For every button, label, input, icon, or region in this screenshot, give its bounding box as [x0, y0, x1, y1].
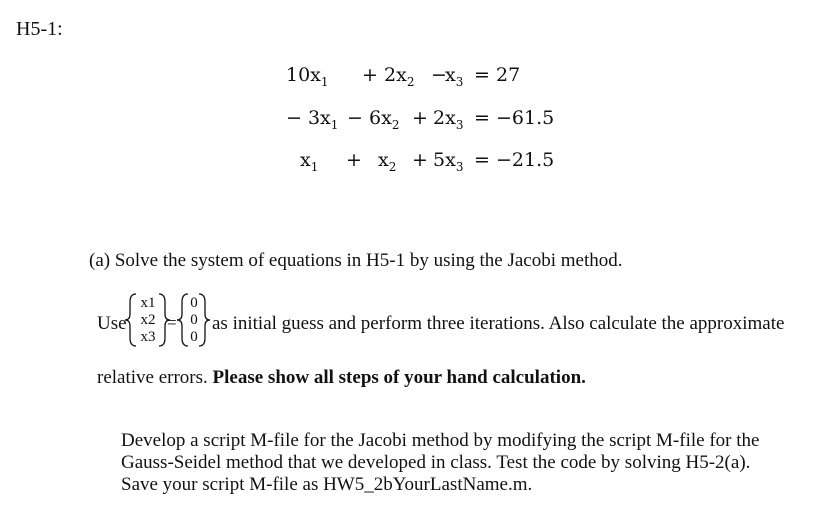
- eq1-equals: =: [474, 64, 490, 86]
- eq1-op1: +: [362, 64, 378, 86]
- eq3-equals: =: [474, 149, 490, 171]
- eq3-term2: $x_2$: [378, 149, 397, 174]
- eq1-op2: −: [431, 64, 447, 86]
- eq1-term2: $2x_2$: [384, 64, 415, 89]
- eq2-op1: −: [347, 107, 363, 129]
- vector-equals: =: [167, 313, 177, 332]
- eq2-term2: $6x_2$: [369, 107, 400, 132]
- eq2-rhs: −61.5: [496, 107, 555, 129]
- eq3-term1: $x_1$: [300, 149, 319, 174]
- eq1-term1: $10x_1$: [286, 64, 329, 89]
- eq2-term1: − $3x_1$: [286, 107, 339, 132]
- use-label: Use: [97, 313, 127, 334]
- eq1-term3: $x_3$: [445, 64, 464, 89]
- part-b-line: Develop a script M-file for the Jacobi method by modifying the script M-file for the: [121, 430, 760, 451]
- left-vector-brace-open: [124, 292, 138, 348]
- part-b-line: Gauss-Seidel method that we developed in class. Test the code by solving H5-2(a).: [121, 452, 751, 473]
- part-b-paragraph: [121, 430, 759, 496]
- eq3-term3: $5x_3$: [433, 149, 464, 174]
- eq2-equals: =: [474, 107, 490, 129]
- part-a-line1: (a) Solve the system of equations in H5-1 by using the Jacobi method.: [89, 250, 623, 271]
- part-a-line3: relative errors. Please show all steps of your hand calculation.: [97, 367, 586, 388]
- eq3-op2: +: [412, 149, 428, 171]
- eq1-rhs: 27: [496, 64, 521, 86]
- part-a-bold-instruction: Please show all steps of your hand calculation.: [212, 367, 586, 388]
- right-vector-brace-close: [197, 292, 211, 348]
- problem-heading: H5-1:: [16, 18, 63, 40]
- eq3-op1: +: [346, 149, 362, 171]
- eq3-rhs: −21.5: [496, 149, 555, 171]
- eq2-op2: +: [412, 107, 428, 129]
- part-a-line2: as initial guess and perform three iterations. Also calculate the approximate: [212, 313, 785, 334]
- eq2-term3: $2x_3$: [433, 107, 464, 132]
- initial-vector-values: 0 0 0: [190, 295, 198, 345]
- initial-vector-variables: x1 x2 x3: [140, 295, 156, 345]
- part-b-line: Save your script M-file as HW5_2bYourLastName.m.: [121, 474, 533, 495]
